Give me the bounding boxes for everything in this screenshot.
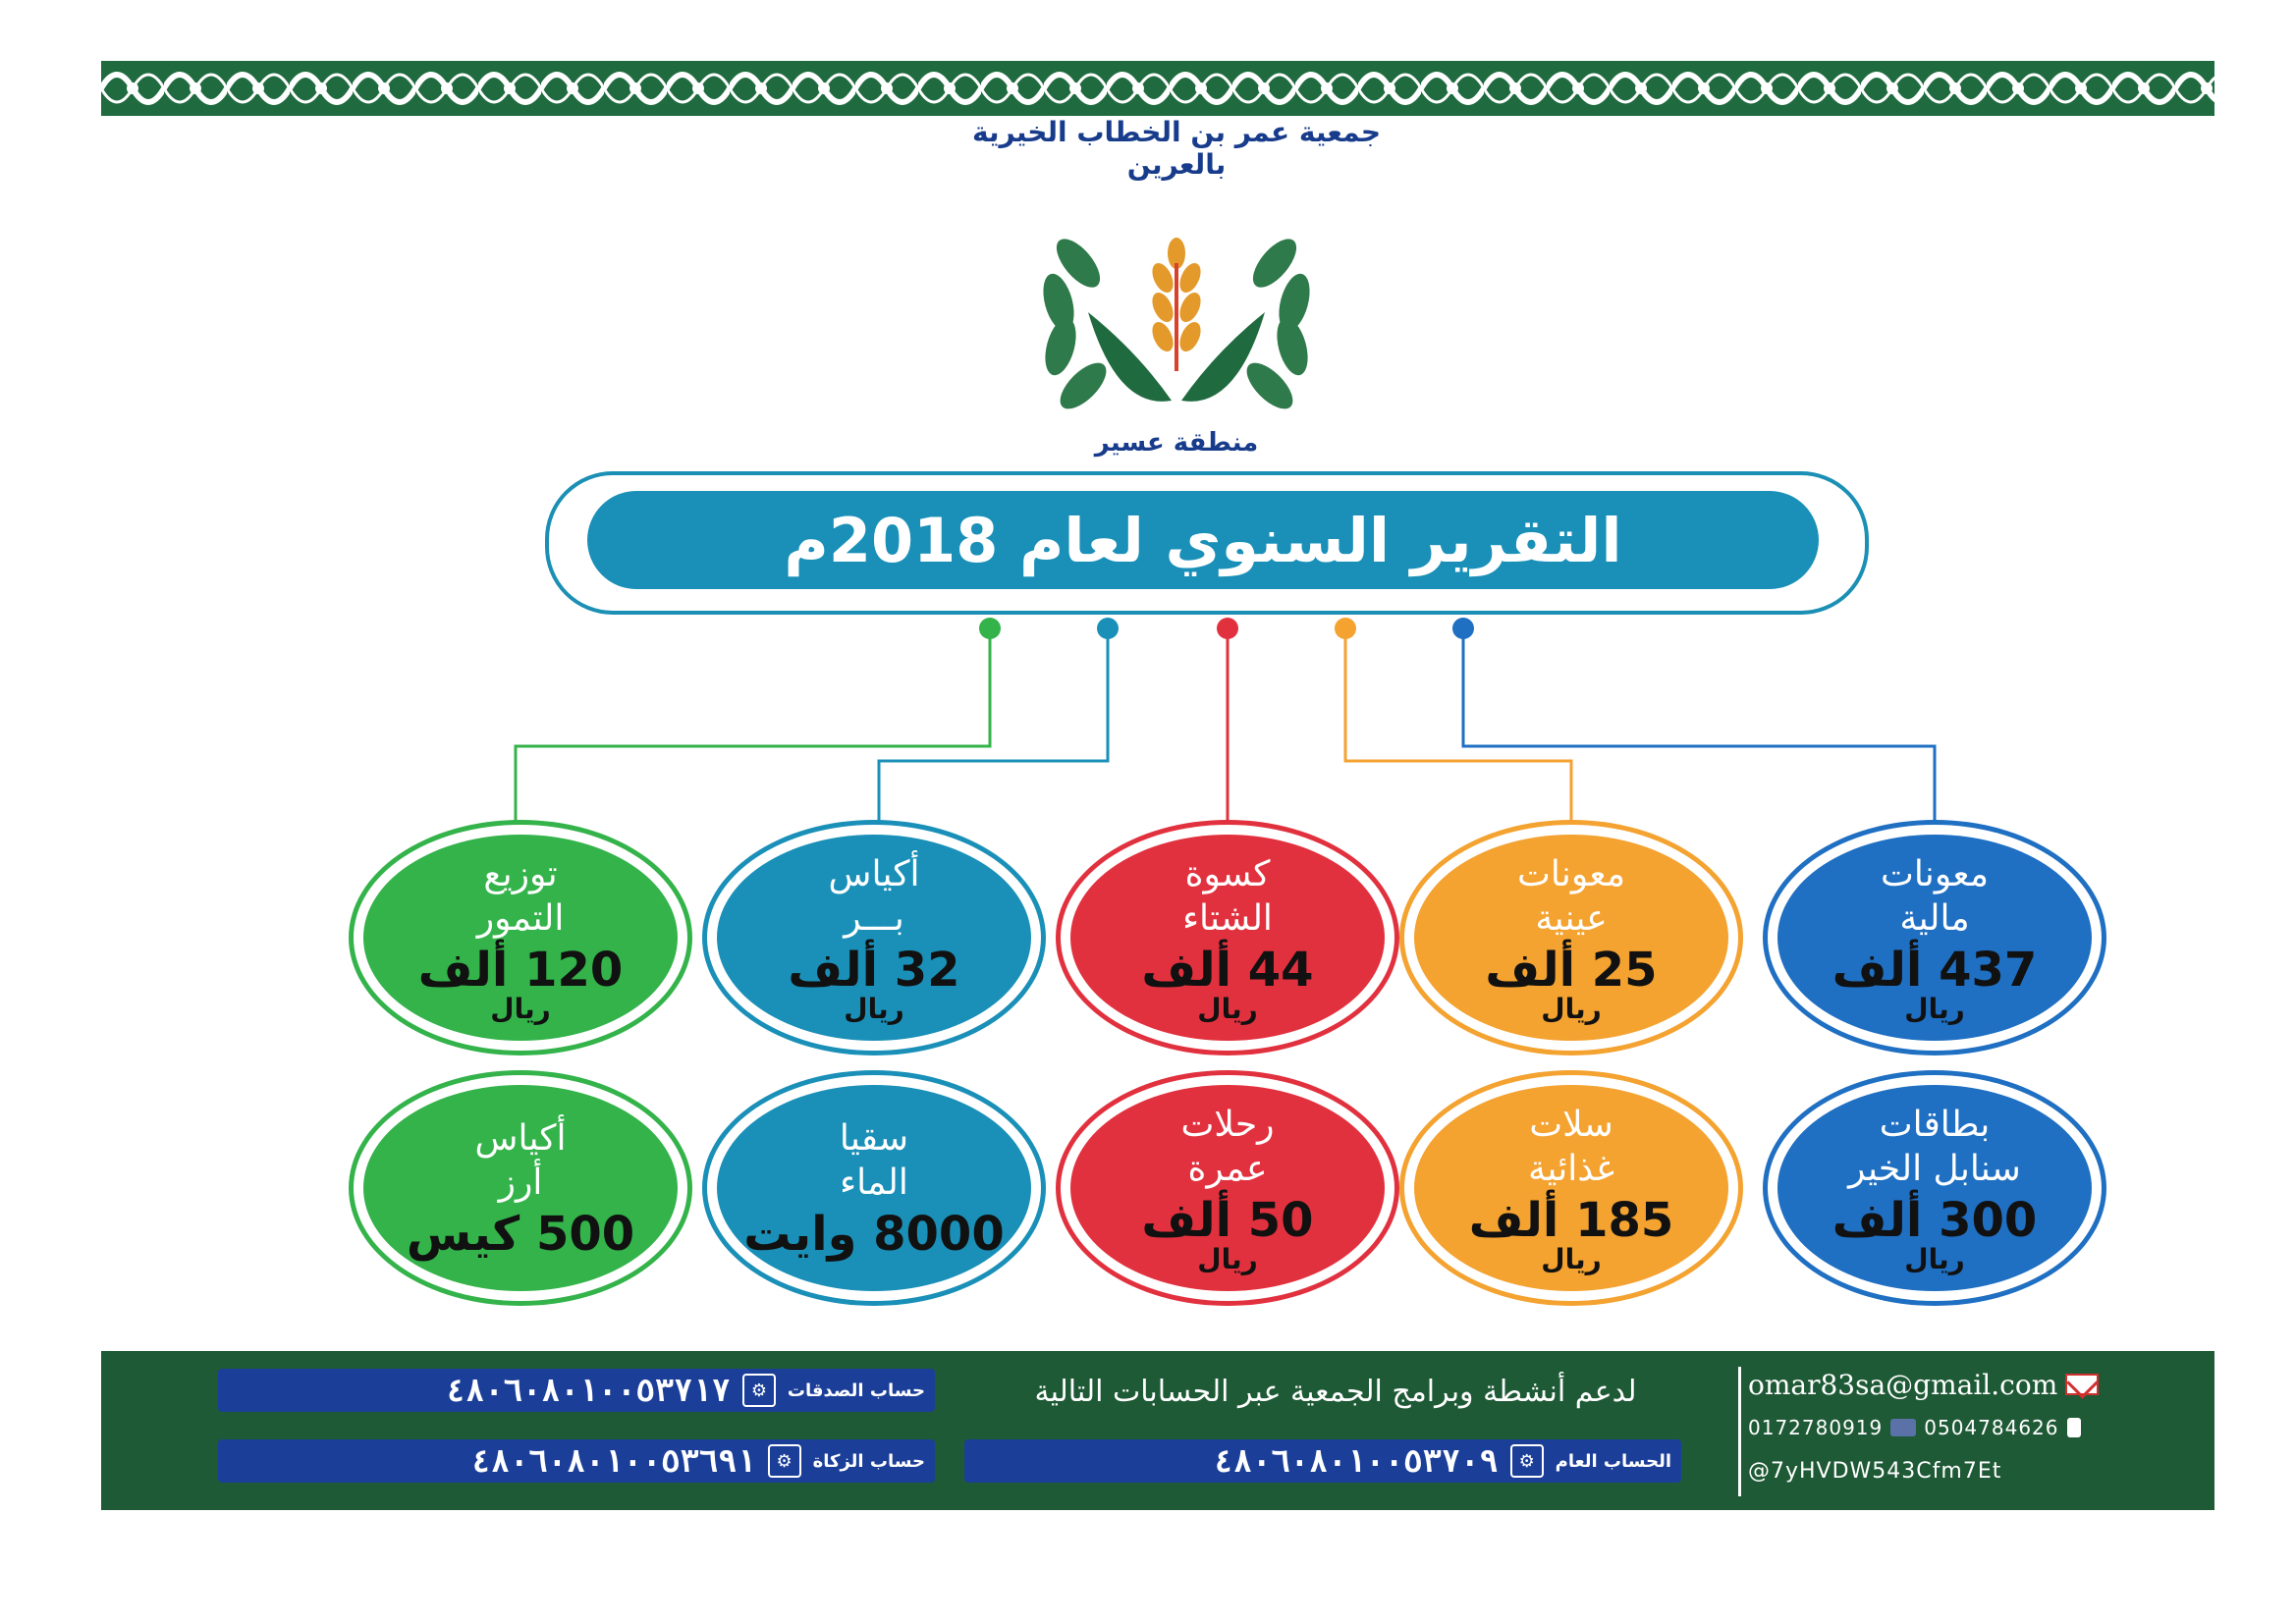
stat-circle <box>1070 1085 1385 1291</box>
stat-label: أكياس <box>828 853 920 894</box>
stat-unit: ريال <box>490 993 551 1026</box>
stat-circle <box>1414 835 1728 1041</box>
account-zakat <box>218 1439 935 1483</box>
connector-orange <box>1345 628 1571 830</box>
stat-value: 50 ألف <box>1141 1192 1314 1248</box>
stat-value: 8000 وايت <box>743 1206 1005 1262</box>
stat-value: 32 ألف <box>788 942 960 998</box>
stat-circle <box>363 1085 678 1291</box>
stat-sublabel: بـــر <box>844 897 904 939</box>
stat-value: 500 كيس <box>406 1206 635 1262</box>
account-number: ٤٨٠٦٠٨٠١٠٠٥٣٧٠٩ <box>1214 1442 1499 1480</box>
stat-sublabel: التمور <box>476 897 565 939</box>
connector-green <box>516 628 990 830</box>
stat-sublabel: مالية <box>1899 897 1970 939</box>
account-label: حساب الزكاة <box>812 1450 925 1472</box>
organization-logo <box>941 116 1412 469</box>
stat-circle <box>1414 1085 1728 1291</box>
report-title: التقرير السنوي لعام 2018م <box>587 491 1819 589</box>
connector-teal <box>879 628 1108 830</box>
stat-circle <box>363 835 678 1041</box>
stat-unit: ريال <box>1541 1243 1602 1276</box>
node-dot-teal <box>1097 618 1119 639</box>
phone-row <box>1748 1406 2160 1449</box>
stat-sublabel: غذائية <box>1528 1148 1614 1189</box>
stat-value: 44 ألف <box>1141 942 1314 998</box>
stat-sublabel: الشتاء <box>1182 897 1273 939</box>
node-dot-blue <box>1452 618 1474 639</box>
node-dot-orange <box>1335 618 1356 639</box>
handle-row <box>1748 1449 2160 1492</box>
phone-number-1[interactable]: 0172780919 <box>1748 1416 1884 1439</box>
stat-sublabel: الماء <box>840 1162 908 1203</box>
stat-sublabel: أرز <box>498 1162 543 1203</box>
email-row <box>1748 1363 2160 1406</box>
stat-value: 300 ألف <box>1831 1192 2038 1248</box>
wheat-logo-icon <box>941 116 1412 469</box>
stat-label: سقيا <box>839 1117 909 1159</box>
stat-unit: ريال <box>1904 1243 1965 1276</box>
stat-circle <box>1777 835 2092 1041</box>
stat-circle <box>717 835 1031 1041</box>
bank-icon: ⚙ <box>768 1444 801 1478</box>
stat-circle <box>1070 835 1385 1041</box>
stat-value: 25 ألف <box>1485 942 1658 998</box>
stat-label: بطاقات <box>1879 1104 1991 1145</box>
support-text: لدعم أنشطة وبرامج الجمعية عبر الحسابات التالية <box>1034 1375 1637 1409</box>
stat-value: 185 ألف <box>1468 1192 1674 1248</box>
node-dot-red <box>1217 618 1238 639</box>
email-address[interactable]: omar83sa@gmail.com <box>1748 1368 2058 1401</box>
mail-icon <box>2065 1374 2099 1395</box>
account-label: حساب الصدقات <box>787 1380 925 1401</box>
stat-unit: ريال <box>1197 993 1258 1026</box>
bank-icon: ⚙ <box>742 1374 776 1407</box>
stat-circle <box>717 1085 1031 1291</box>
phone-separator-icon <box>1890 1419 1916 1436</box>
contact-block <box>1748 1363 2160 1492</box>
node-dot-green <box>979 618 1001 639</box>
stat-label: سلات <box>1529 1104 1613 1145</box>
stat-label: رحلات <box>1180 1104 1275 1145</box>
stat-unit: ريال <box>1197 1243 1258 1276</box>
stat-sublabel: سنابل الخير <box>1848 1148 2021 1189</box>
stat-sublabel: عينية <box>1535 897 1608 939</box>
stat-value: 120 ألف <box>417 942 624 998</box>
social-handle[interactable]: @7yHVDW543Cfm7Et <box>1748 1458 2002 1484</box>
stat-label: معونات <box>1516 853 1626 894</box>
connector-blue <box>1463 628 1935 830</box>
bank-icon: ⚙ <box>1510 1444 1544 1478</box>
decorative-border <box>101 55 2214 122</box>
stat-circle <box>1777 1085 2092 1291</box>
footer-divider <box>1738 1367 1741 1496</box>
account-sadaqat <box>218 1369 935 1412</box>
stat-value: 437 ألف <box>1831 942 2038 998</box>
org-name: جمعية عمر بن الخطاب الخيرية بالعرين <box>971 116 1382 181</box>
stat-label: أكياس <box>474 1117 567 1159</box>
ornament-pattern <box>101 55 2214 122</box>
stat-unit: ريال <box>844 993 904 1026</box>
stat-unit: ريال <box>1904 993 1965 1026</box>
account-label: الحساب العام <box>1555 1450 1671 1472</box>
account-number: ٤٨٠٦٠٨٠١٠٠٥٣٧١٧ <box>446 1372 731 1409</box>
phone-number-2[interactable]: 0504784626 <box>1924 1416 2059 1439</box>
stat-unit: ريال <box>1541 993 1602 1026</box>
stat-sublabel: عمرة <box>1187 1148 1268 1189</box>
account-general <box>964 1439 1681 1483</box>
stat-label: كسوة <box>1184 853 1271 894</box>
stat-label: توزيع <box>483 853 558 894</box>
org-region: منطقة عسير <box>1094 428 1259 458</box>
account-number: ٤٨٠٦٠٨٠١٠٠٥٣٦٩١ <box>471 1442 756 1480</box>
stat-label: معونات <box>1880 853 1990 894</box>
phone-icon <box>2067 1418 2081 1437</box>
